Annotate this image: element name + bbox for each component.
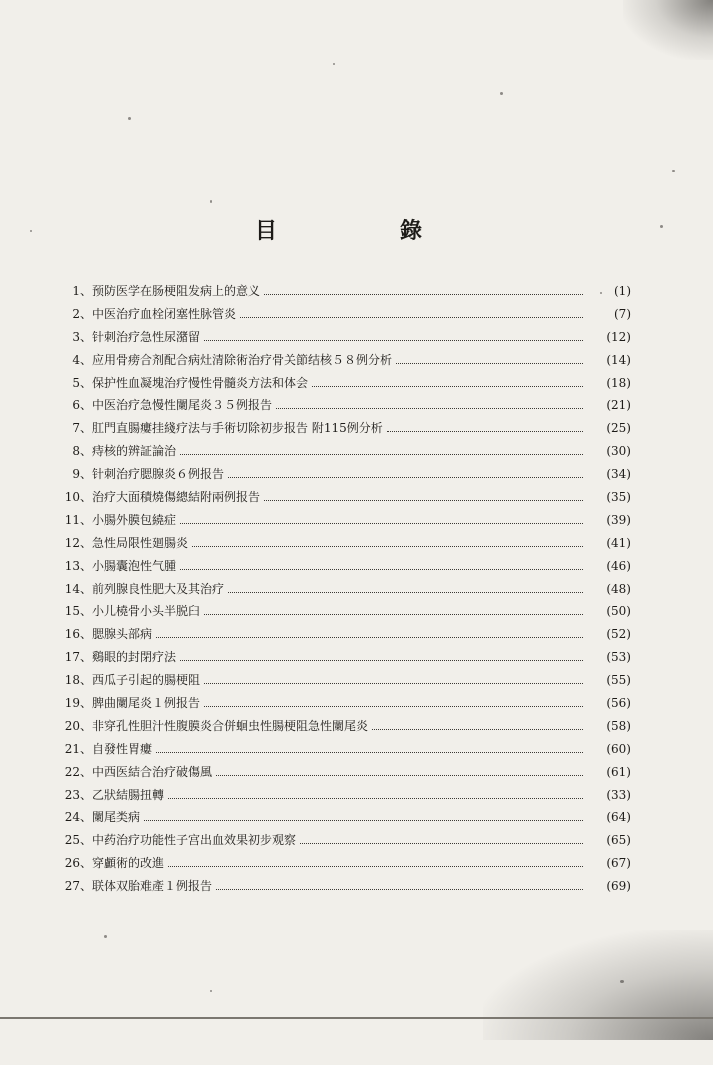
toc-entry-page: (18) bbox=[606, 375, 631, 390]
toc-entry bbox=[56, 740, 631, 763]
toc-entry-number: 24 bbox=[64, 810, 80, 825]
speck bbox=[620, 980, 624, 983]
toc-entry bbox=[56, 717, 631, 740]
toc-leader-dots bbox=[180, 660, 583, 661]
toc-entry-separator: 、 bbox=[80, 490, 93, 505]
toc-entry-separator: 、 bbox=[80, 375, 93, 390]
toc-entry-title: 肛門直腸瘻挂綫疗法与手術切除初步报告 附115例分析 bbox=[92, 421, 383, 436]
toc-entry-number: 5 bbox=[72, 375, 80, 390]
toc-entry-number: 9 bbox=[72, 467, 80, 482]
toc-entry-title: 小腸囊泡性气腫 bbox=[92, 558, 177, 573]
toc-leader-dots bbox=[204, 706, 583, 707]
toc-entry-page: (12) bbox=[606, 329, 631, 344]
toc-entry-page: (67) bbox=[606, 856, 631, 871]
toc-entry-number: 6 bbox=[72, 398, 80, 413]
toc-entry-separator: 、 bbox=[80, 650, 93, 665]
toc-leader-dots bbox=[168, 798, 583, 799]
toc-entry-separator: 、 bbox=[80, 856, 93, 871]
toc-entry bbox=[56, 694, 631, 717]
toc-leader-dots bbox=[396, 363, 583, 364]
toc-entry-page: (69) bbox=[606, 879, 631, 894]
toc-entry-separator: 、 bbox=[80, 673, 93, 688]
toc-entry-page: (55) bbox=[606, 673, 631, 688]
toc-entry-page: (61) bbox=[606, 764, 631, 779]
toc-entry-title: 针刺治疗腮腺炎６例报告 bbox=[92, 467, 225, 482]
toc-entry-separator: 、 bbox=[80, 398, 93, 413]
toc-entry-page: (56) bbox=[606, 696, 631, 711]
toc-entry-number: 20 bbox=[64, 718, 80, 733]
toc-entry bbox=[56, 877, 631, 900]
toc-entry-separator: 、 bbox=[80, 833, 93, 848]
toc-entry-page: (52) bbox=[606, 627, 631, 642]
toc-entry-title: 预防医学在肠梗阻发病上的意义 bbox=[92, 284, 261, 298]
toc-entry-title: 自發性胃瘻 bbox=[92, 741, 153, 756]
speck bbox=[128, 117, 131, 120]
toc-entry-title: 非穿孔性胆汁性腹膜炎合併蛔虫性腸梗阻急性闌尾炎 bbox=[92, 718, 369, 733]
toc-entry-page: (21) bbox=[606, 398, 631, 413]
toc-entry-separator: 、 bbox=[80, 444, 93, 459]
toc-entry-number: 23 bbox=[64, 787, 80, 802]
toc-leader-dots bbox=[180, 454, 583, 455]
toc-entry-number: 18 bbox=[64, 673, 80, 688]
toc-entry bbox=[56, 282, 631, 305]
toc-entry-number: 3 bbox=[72, 329, 80, 344]
toc-entry-title: 针刺治疗急性尿潴留 bbox=[92, 329, 201, 344]
toc-entry-separator: 、 bbox=[80, 604, 93, 619]
toc-entry-title: 治疗大面積燒傷總結附兩例报告 bbox=[92, 490, 261, 505]
toc-entry-page: (48) bbox=[606, 581, 631, 596]
toc-entry-page: (65) bbox=[606, 833, 631, 848]
toc-entry-title: 小儿橈骨小头半脱臼 bbox=[92, 604, 201, 619]
toc-entry bbox=[56, 396, 631, 419]
toc-entry-separator: 、 bbox=[80, 306, 93, 321]
toc-entry-page: (58) bbox=[606, 718, 631, 733]
toc-entry-separator: 、 bbox=[80, 787, 93, 802]
toc-entry-title: 中医治疗急慢性闌尾炎３５例报告 bbox=[92, 398, 273, 413]
toc-entry-number: 27 bbox=[64, 879, 80, 894]
toc-entry-number: 19 bbox=[64, 696, 80, 711]
toc-leader-dots bbox=[180, 569, 583, 570]
toc-entry-page: (7) bbox=[614, 306, 631, 321]
toc-entry bbox=[56, 625, 631, 648]
toc-entry-title: 联体双胎难產１例报告 bbox=[92, 879, 213, 894]
toc-entry bbox=[56, 374, 631, 397]
toc-entry-title: 痔核的辨証論治 bbox=[92, 444, 177, 459]
table-of-contents bbox=[56, 282, 631, 900]
toc-leader-dots bbox=[300, 843, 583, 844]
toc-leader-dots bbox=[192, 546, 583, 547]
toc-entry bbox=[56, 419, 631, 442]
page-stain-top-right bbox=[623, 0, 713, 60]
toc-entry-separator: 、 bbox=[80, 535, 93, 550]
page-title bbox=[0, 214, 713, 244]
toc-entry-number: 12 bbox=[64, 535, 80, 550]
speck bbox=[210, 200, 212, 203]
toc-entry bbox=[56, 351, 631, 374]
toc-entry-number: 14 bbox=[64, 581, 80, 596]
speck bbox=[500, 92, 503, 95]
toc-entry-separator: 、 bbox=[80, 718, 93, 733]
toc-leader-dots bbox=[264, 294, 583, 295]
toc-leader-dots bbox=[312, 386, 583, 387]
toc-entry bbox=[56, 854, 631, 877]
toc-leader-dots bbox=[216, 775, 583, 776]
title-char-1: 目 bbox=[255, 218, 279, 244]
toc-entry-title: 脾曲闌尾炎１例报告 bbox=[92, 696, 201, 711]
toc-entry-number: 4 bbox=[72, 352, 80, 367]
toc-entry-number: 7 bbox=[72, 421, 80, 436]
toc-entry bbox=[56, 808, 631, 831]
toc-entry bbox=[56, 831, 631, 854]
toc-entry bbox=[56, 534, 631, 557]
toc-entry-page: (46) bbox=[606, 558, 631, 573]
toc-entry-separator: 、 bbox=[80, 764, 93, 779]
toc-entry-separator: 、 bbox=[80, 284, 93, 298]
toc-entry-page: (1) bbox=[614, 284, 631, 298]
toc-entry-page: (25) bbox=[606, 421, 631, 436]
toc-entry-number: 16 bbox=[64, 627, 80, 642]
toc-entry-title: 急性局限性廻腸炎 bbox=[92, 535, 189, 550]
toc-entry-title: 应用骨痨合剂配合病灶清除術治疗骨关節结核５８例分析 bbox=[92, 352, 393, 367]
toc-entry-separator: 、 bbox=[80, 421, 93, 436]
toc-entry bbox=[56, 671, 631, 694]
toc-entry-title: 小腸外膜包繞症 bbox=[92, 512, 177, 527]
toc-entry-number: 8 bbox=[72, 444, 80, 459]
toc-entry-separator: 、 bbox=[80, 558, 93, 573]
title-char-2: 錄 bbox=[400, 218, 424, 244]
toc-entry-separator: 、 bbox=[80, 696, 93, 711]
toc-entry-title: 腮腺头部病 bbox=[92, 627, 153, 642]
toc-entry-number: 13 bbox=[64, 558, 80, 573]
toc-entry bbox=[56, 328, 631, 351]
toc-entry-number: 11 bbox=[64, 512, 80, 527]
toc-entry-number: 26 bbox=[64, 856, 80, 871]
toc-leader-dots bbox=[228, 477, 583, 478]
toc-entry-title: 西瓜子引起的腸梗阻 bbox=[92, 673, 201, 688]
toc-entry-title: 中医治疗血栓闭塞性脉管炎 bbox=[92, 306, 237, 321]
toc-entry bbox=[56, 488, 631, 511]
toc-leader-dots bbox=[387, 431, 583, 432]
speck bbox=[672, 170, 675, 172]
toc-entry-separator: 、 bbox=[80, 467, 93, 482]
toc-entry bbox=[56, 465, 631, 488]
toc-entry bbox=[56, 557, 631, 580]
toc-entry-separator: 、 bbox=[80, 581, 93, 596]
toc-leader-dots bbox=[372, 729, 583, 730]
toc-entry-page: (35) bbox=[606, 490, 631, 505]
toc-entry-page: (41) bbox=[606, 535, 631, 550]
toc-leader-dots bbox=[168, 866, 583, 867]
toc-leader-dots bbox=[156, 752, 583, 753]
toc-entry-page: (60) bbox=[606, 741, 631, 756]
toc-entry-page: (33) bbox=[606, 787, 631, 802]
toc-entry-title: 中西医結合治疗破傷風 bbox=[92, 764, 213, 779]
page-stain-bottom-right bbox=[483, 930, 713, 1040]
toc-leader-dots bbox=[240, 317, 583, 318]
toc-leader-dots bbox=[228, 592, 583, 593]
toc-leader-dots bbox=[264, 500, 583, 501]
toc-entry-page: (34) bbox=[606, 467, 631, 482]
toc-leader-dots bbox=[204, 683, 583, 684]
toc-entry-number: 17 bbox=[64, 650, 80, 665]
toc-entry-page: (39) bbox=[606, 512, 631, 527]
toc-entry-separator: 、 bbox=[80, 329, 93, 344]
toc-entry-title: 前列腺良性肥大及其治疗 bbox=[92, 581, 225, 596]
toc-leader-dots bbox=[204, 614, 583, 615]
toc-entry-number: 22 bbox=[64, 764, 80, 779]
toc-entry bbox=[56, 602, 631, 625]
toc-entry-title: 保护性血凝塊治疗慢性骨髓炎方法和体会 bbox=[92, 375, 309, 390]
toc-entry-number: 25 bbox=[64, 833, 80, 848]
toc-leader-dots bbox=[156, 637, 583, 638]
toc-entry-title: 鷄眼的封閉疗法 bbox=[92, 650, 177, 665]
speck bbox=[210, 990, 212, 992]
toc-entry-number: 10 bbox=[64, 490, 80, 505]
toc-entry-page: (50) bbox=[606, 604, 631, 619]
toc-entry-title: 穿顱術的改進 bbox=[92, 856, 165, 871]
toc-entry bbox=[56, 763, 631, 786]
toc-entry-number: 21 bbox=[64, 741, 80, 756]
toc-entry-separator: 、 bbox=[80, 352, 93, 367]
toc-leader-dots bbox=[144, 820, 583, 821]
speck bbox=[333, 63, 335, 65]
toc-entry-page: (64) bbox=[606, 810, 631, 825]
toc-entry-title: 乙狀結腸扭轉 bbox=[92, 787, 165, 802]
toc-entry bbox=[56, 580, 631, 603]
toc-entry-page: (53) bbox=[606, 650, 631, 665]
toc-entry bbox=[56, 305, 631, 328]
speck bbox=[104, 935, 107, 938]
toc-entry-page: (14) bbox=[606, 352, 631, 367]
toc-entry-title: 闌尾类病 bbox=[92, 810, 141, 825]
toc-entry-number: 1 bbox=[72, 284, 80, 298]
toc-entry-number: 15 bbox=[64, 604, 80, 619]
toc-entry bbox=[56, 442, 631, 465]
toc-entry bbox=[56, 648, 631, 671]
toc-entry bbox=[56, 786, 631, 809]
toc-entry bbox=[56, 511, 631, 534]
toc-entry-separator: 、 bbox=[80, 810, 93, 825]
toc-entry-page: (30) bbox=[606, 444, 631, 459]
toc-entry-separator: 、 bbox=[80, 627, 93, 642]
toc-leader-dots bbox=[216, 889, 583, 890]
toc-leader-dots bbox=[276, 408, 583, 409]
toc-entry-separator: 、 bbox=[80, 879, 93, 894]
toc-leader-dots bbox=[180, 523, 583, 524]
toc-entry-number: 2 bbox=[72, 306, 80, 321]
toc-leader-dots bbox=[204, 340, 583, 341]
toc-entry-separator: 、 bbox=[80, 741, 93, 756]
toc-entry-separator: 、 bbox=[80, 512, 93, 527]
toc-entry-title: 中药治疗功能性子宫出血效果初步观察 bbox=[92, 833, 297, 848]
page-bottom-edge bbox=[0, 1017, 713, 1019]
